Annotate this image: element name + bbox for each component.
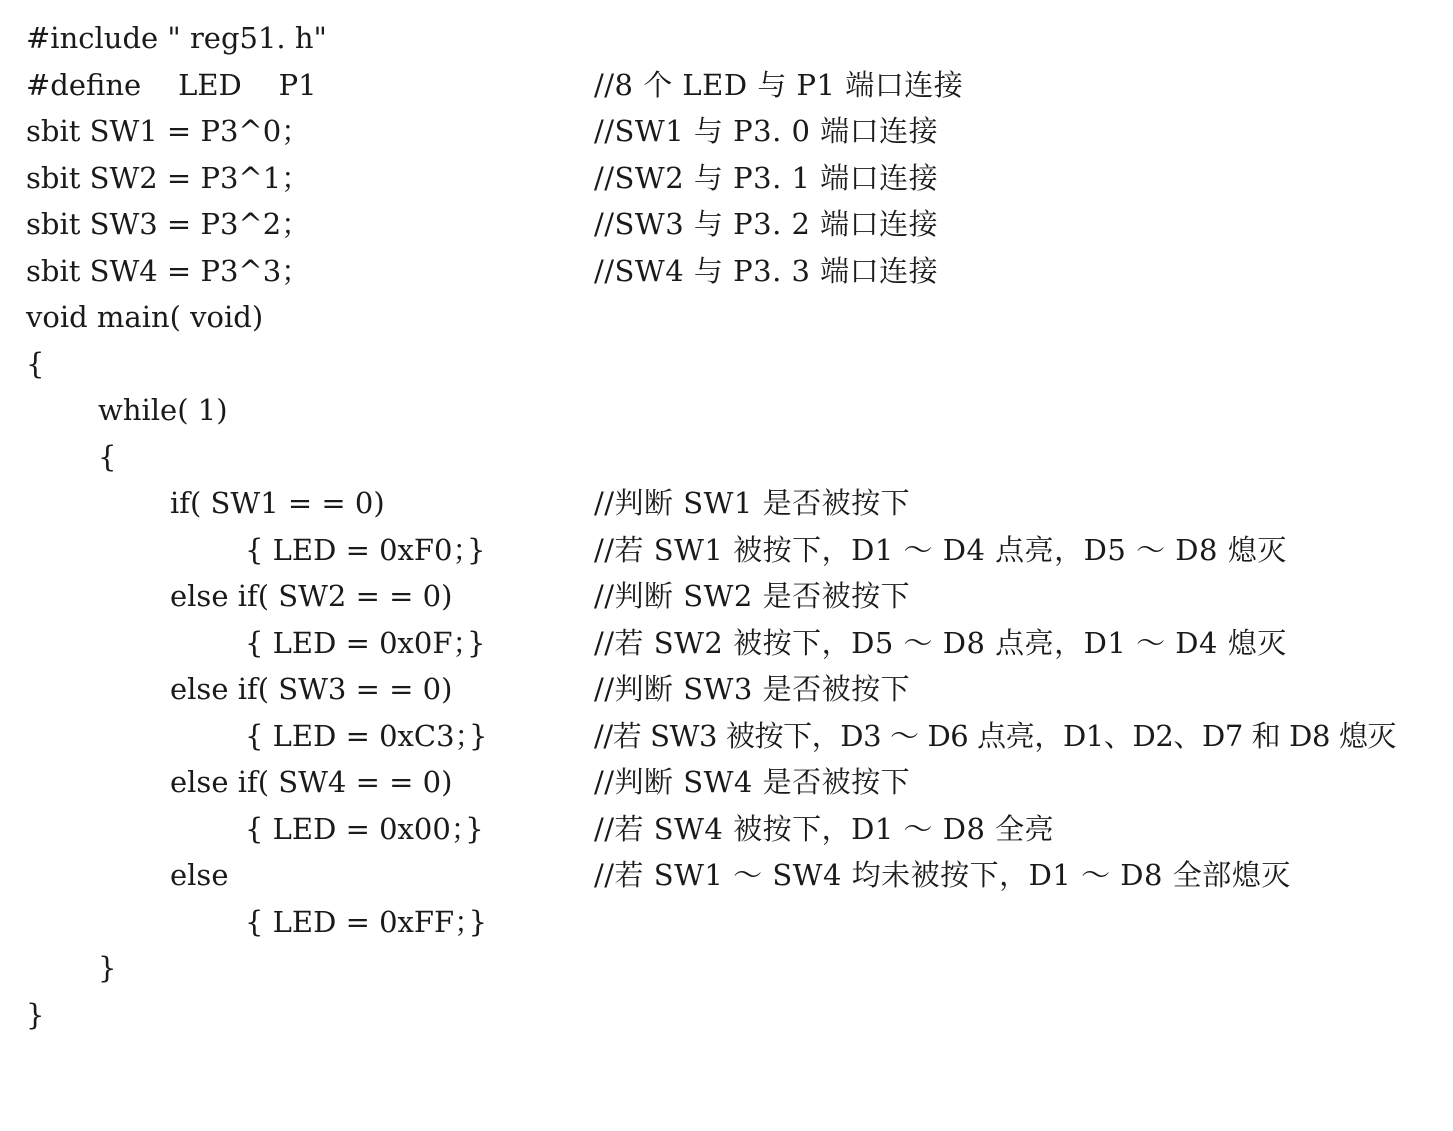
code-line xyxy=(0,899,1453,946)
code-line xyxy=(0,527,1453,574)
code-line xyxy=(0,434,1453,481)
code-line xyxy=(0,201,1453,248)
code-text: #define LED P1 xyxy=(26,67,317,102)
code-comment: //若 SW1 ～ SW4 均未被按下，D1 ～ D8 全部熄灭 xyxy=(594,858,1291,892)
code-text: { LED = 0xC3；} xyxy=(245,718,488,753)
close-brace: } xyxy=(26,997,45,1032)
code-comment: //若 SW4 被按下，D1 ～ D8 全亮 xyxy=(594,811,1055,846)
code-line xyxy=(0,480,1453,527)
code-comment: //SW3 与 P3. 2 端口连接 xyxy=(594,207,939,241)
code-line xyxy=(0,852,1453,899)
code-line xyxy=(0,341,1453,388)
code-text: { LED = 0x00；} xyxy=(245,811,484,846)
code-line xyxy=(0,666,1453,713)
code-text: { LED = 0xFF；} xyxy=(245,904,488,939)
code-line xyxy=(0,573,1453,620)
code-text: sbit SW3 = P3^2； xyxy=(26,207,311,241)
code-text: if( SW1 = = 0) xyxy=(170,486,385,520)
code-text: sbit SW2 = P3^1； xyxy=(26,160,311,195)
open-brace: { xyxy=(26,346,45,381)
code-text: else if( SW4 = = 0) xyxy=(170,765,453,799)
code-line xyxy=(0,713,1453,760)
code-comment: //SW2 与 P3. 1 端口连接 xyxy=(594,160,939,195)
code-line xyxy=(0,248,1453,295)
code-line xyxy=(0,294,1453,341)
code-comment: //若 SW2 被按下，D5 ～ D8 点亮，D1 ～ D4 熄灭 xyxy=(594,625,1287,660)
code-text: sbit SW1 = P3^0； xyxy=(26,114,311,148)
code-line xyxy=(0,62,1453,109)
code-line xyxy=(0,759,1453,806)
code-text: void main( void) xyxy=(26,300,264,334)
code-text: { LED = 0x0F；} xyxy=(245,625,486,660)
code-text: else xyxy=(170,858,229,892)
code-line xyxy=(0,387,1453,434)
code-comment: //判断 SW4 是否被按下 xyxy=(594,765,911,799)
code-line xyxy=(0,992,1453,1039)
code-line xyxy=(0,15,1453,62)
code-comment: //SW4 与 P3. 3 端口连接 xyxy=(594,253,939,288)
code-comment: //若 SW3 被按下，D3 ～ D6 点亮，D1、D2、D7 和 D8 熄灭 xyxy=(594,718,1397,753)
code-comment: //判断 SW1 是否被按下 xyxy=(594,486,911,520)
code-line xyxy=(0,806,1453,853)
code-line xyxy=(0,155,1453,202)
code-line xyxy=(0,945,1453,992)
code-line xyxy=(0,620,1453,667)
code-text: else if( SW3 = = 0) xyxy=(170,672,453,706)
close-brace: } xyxy=(98,951,117,985)
code-comment: //判断 SW2 是否被按下 xyxy=(594,579,911,613)
code-text: { LED = 0xF0；} xyxy=(245,532,486,567)
code-comment: //若 SW1 被按下，D1 ～ D4 点亮，D5 ～ D8 熄灭 xyxy=(594,532,1287,567)
code-line xyxy=(0,108,1453,155)
code-comment: //SW1 与 P3. 0 端口连接 xyxy=(594,114,939,148)
code-comment: //判断 SW3 是否被按下 xyxy=(594,672,911,706)
code-text: #include " reg51. h" xyxy=(26,21,327,55)
code-text: while( 1) xyxy=(98,393,228,427)
code-comment: //8 个 LED 与 P1 端口连接 xyxy=(594,67,964,102)
code-text: sbit SW4 = P3^3； xyxy=(26,253,311,288)
open-brace: { xyxy=(98,439,117,474)
code-listing xyxy=(0,15,1453,1038)
code-text: else if( SW2 = = 0) xyxy=(170,579,453,613)
